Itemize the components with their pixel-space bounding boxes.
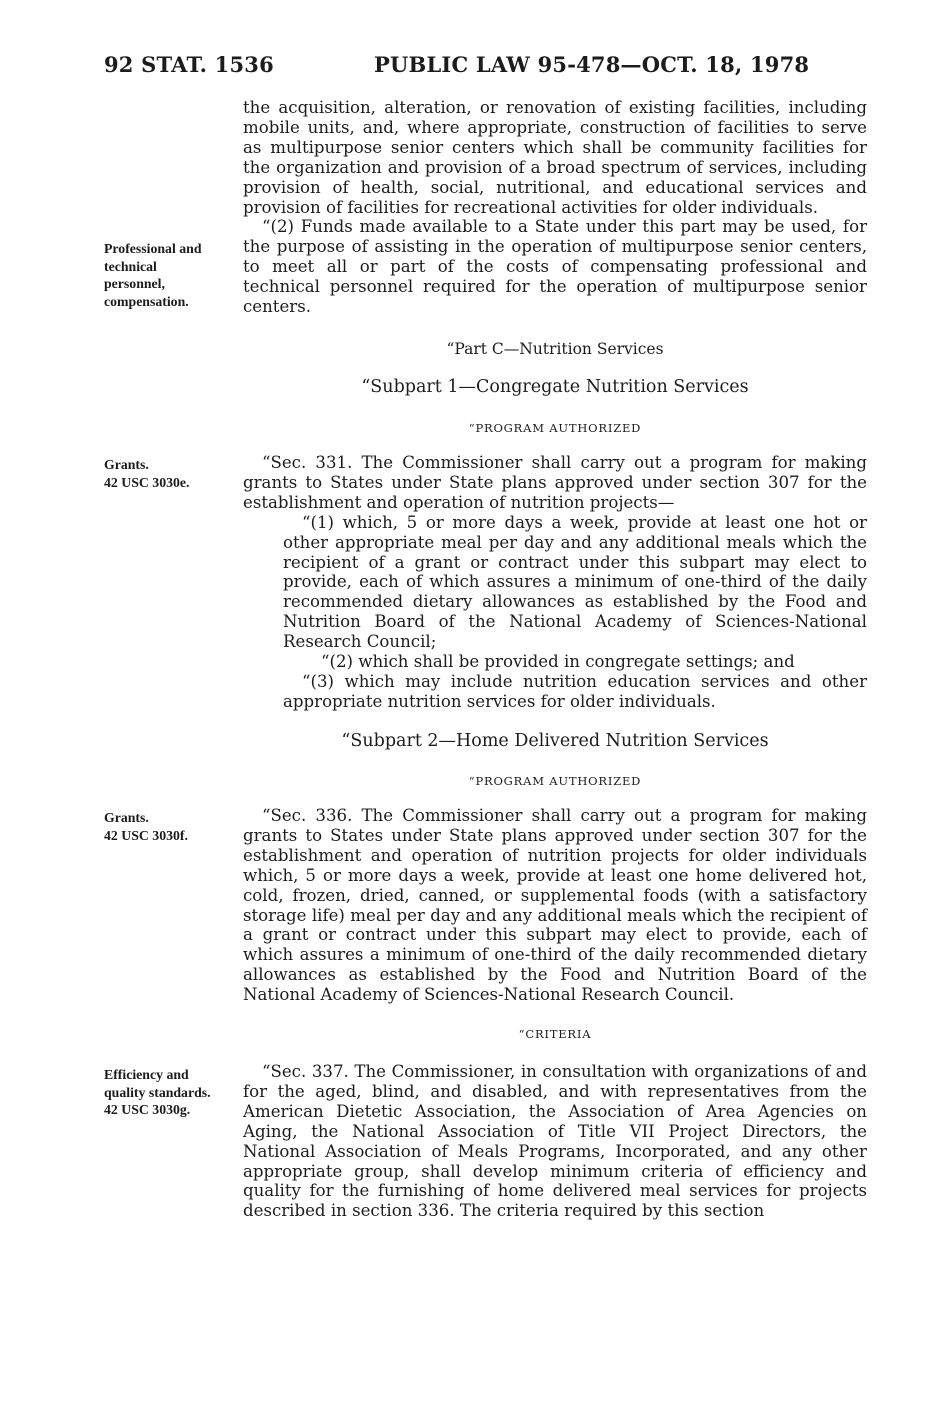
section-331-text: “Sec. 331. The Commissioner shall carry out a program for making grants to States under State plans approved under section 307 for the establishment and operation of nutrition projects—	[243, 453, 867, 512]
section-336-block	[243, 806, 867, 1005]
section-337-block	[243, 1062, 867, 1221]
margin-note-grants-3030f	[104, 809, 188, 844]
margin-note-line: 42 USC 3030e.	[104, 474, 190, 490]
stat-page-number: 92 STAT. 1536	[104, 52, 274, 77]
margin-note-line: personnel,	[104, 276, 165, 291]
margin-note-efficiency-quality	[104, 1066, 211, 1119]
section-331-item-2: “(2) which shall be provided in congregate settings; and	[321, 652, 795, 672]
margin-note-grants-3030e	[104, 456, 189, 491]
program-authorized-heading-2: “PROGRAM AUTHORIZED	[468, 774, 642, 788]
criteria-heading: “CRITERIA	[518, 1027, 592, 1041]
margin-note-line: Grants.	[104, 810, 149, 825]
margin-note-professional-personnel	[104, 240, 202, 310]
margin-note-line: compensation.	[104, 293, 189, 309]
subpart-2-title: “Subpart 2—Home Delivered Nutrition Services	[341, 731, 769, 751]
intro-paragraph: the acquisition, alteration, or renovation of existing facilities, including mobile units, and, where appropriate, construction of facilities to serve as multipurpose senior centers which shall be community facilities for the organization and provision of a broad spectrum of services, including provision of health, social, nutritional, and educational services and provision of facilities for recreational activities for older individuals.	[243, 98, 867, 217]
section-336-text: “Sec. 336. The Commissioner shall carry out a program for making grants to States under State plans approved under section 307 for the establishment and operation of nutrition projects for older individuals which, 5 or more days a week, provide at least one home delivered hot, cold, frozen, dried, canned, or supplemental foods (with a satisfactory storage life) meal per day and any additional meals which the recipient of a grant or contract under this subpart may elect to provide, each of which assures a minimum of one-third of the daily recommended dietary allowances as established by the Food and Nutrition Board of the National Academy of Sciences-National Research Council.	[243, 806, 867, 1005]
part-c-title: “Part C—Nutrition Services	[446, 340, 664, 358]
margin-note-line: technical	[104, 258, 157, 274]
program-authorized-heading-1: “PROGRAM AUTHORIZED	[468, 421, 642, 435]
margin-note-line: Professional and	[104, 241, 202, 256]
margin-note-line: quality standards.	[104, 1084, 211, 1100]
margin-note-line: 42 USC 3030g.	[104, 1102, 191, 1117]
paragraph-2: “(2) Funds made available to a State under this part may be used, for the purpose of assisting in the operation of multipurpose senior centers, to meet all or part of the costs of compensating professional and technical personnel required for the operation of multipurpose senior centers.	[243, 217, 867, 317]
intro-paragraph-block	[243, 98, 867, 317]
section-331-item-1: “(1) which, 5 or more days a week, provide at least one hot or other appropriate meal per day and any additional meals which the recipient of a grant or contract under this subpart may elect to provide, each of which assures a minimum of one-third of the daily recommended dietary allowances as established by the Food and Nutrition Board of the National Academy of Sciences-National Research Council;	[283, 512, 867, 652]
margin-note-line: Efficiency and	[104, 1067, 189, 1082]
section-331-item-3: “(3) which may include nutrition education services and other appropriate nutrition services for older individuals.	[283, 671, 867, 711]
section-337-text: “Sec. 337. The Commissioner, in consultation with organizations of and for the aged, blind, and disabled, and with representatives from the American Dietetic Association, the Association of Area Agencies on Aging, the National Association of Title VII Project Directors, the National Association of Meals Programs, Incorporated, and any other appropriate group, shall develop minimum criteria of efficiency and quality for the furnishing of home delivered meal services for projects described in section 336. The criteria required by this section	[243, 1062, 867, 1221]
margin-note-line: 42 USC 3030f.	[104, 827, 188, 843]
subpart-1-title: “Subpart 1—Congregate Nutrition Services	[361, 377, 749, 397]
public-law-title: PUBLIC LAW 95-478—OCT. 18, 1978	[374, 52, 810, 77]
section-331-block	[243, 453, 867, 712]
margin-note-line: Grants.	[104, 457, 149, 472]
